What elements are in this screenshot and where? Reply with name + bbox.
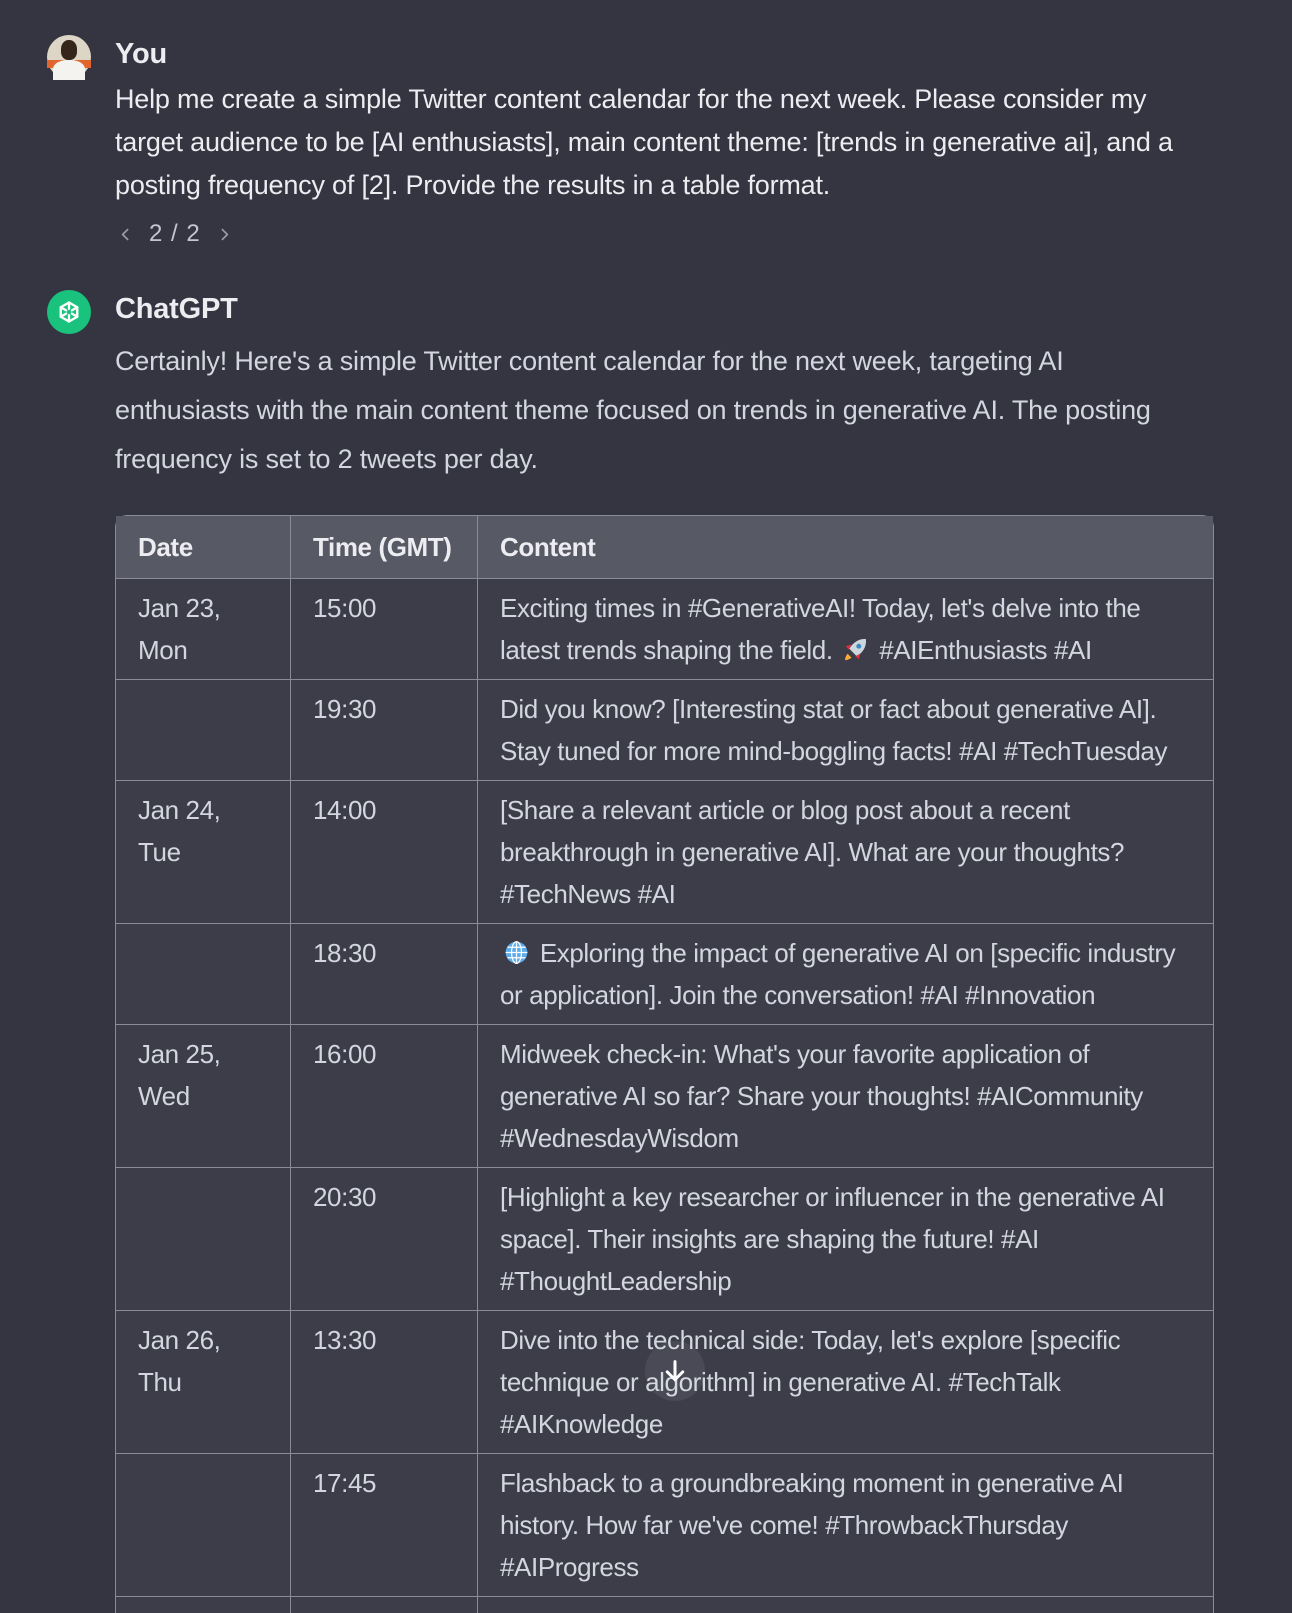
scroll-to-bottom-button[interactable] — [645, 1341, 705, 1401]
assistant-intro-text: Certainly! Here's a simple Twitter content calendar for the next week, targeting AI enthusiasts with the main content theme focused on trends in generative AI. The posting frequency is set to 2 tweets per day. — [115, 346, 1151, 474]
cell-time: 19:30 — [291, 680, 478, 781]
cell-date: Jan 25, Wed — [116, 1025, 291, 1168]
table-row — [116, 1025, 1213, 1168]
avatar-person-head — [61, 40, 78, 59]
pagination-label: 2 / 2 — [149, 220, 201, 247]
cell-date: Jan 26, Thu — [116, 1311, 291, 1454]
cell-content — [478, 1597, 1213, 1613]
chevron-left-icon — [117, 226, 134, 243]
cell-content: Did you know? [Interesting stat or fact about generative AI]. Stay tuned for more mind-boggling facts! #AI #TechTuesday — [478, 680, 1213, 781]
cell-content: [Highlight a key researcher or influencer in the generative AI space]. Their insights are shaping the future! #AI #ThoughtLeadership — [478, 1168, 1213, 1311]
cell-date: Jan 24, Tue — [116, 781, 291, 924]
table-row — [116, 781, 1213, 924]
cell-date — [116, 1454, 291, 1597]
chatgpt-avatar — [47, 290, 91, 334]
cell-time: 20:30 — [291, 1168, 478, 1311]
table-row — [116, 1454, 1213, 1597]
assistant-message — [0, 287, 1292, 1613]
column-header-time: Time (GMT) — [291, 516, 478, 579]
cell-date — [116, 924, 291, 1025]
chevron-right-icon — [216, 226, 233, 243]
content-calendar-table — [115, 515, 1214, 1613]
user-message-text: Help me create a simple Twitter content calendar for the next week. Please consider my target audience to be [AI enthusiasts], main content theme: [trends in generative ai], and a posting frequency of [2]. Provide the results in a table format. — [115, 84, 1173, 200]
user-avatar — [47, 35, 91, 79]
cell-content: [Share a relevant article or blog post about a recent breakthrough in generative AI]. What are your thoughts? #TechNews #AI — [478, 781, 1213, 924]
next-version-button[interactable] — [214, 224, 235, 245]
previous-version-button[interactable] — [115, 224, 136, 245]
cell-content: Exploring the impact of generative AI on [specific industry or application]. Join the conversation! #AI #Innovation — [478, 924, 1213, 1025]
cell-content: Flashback to a groundbreaking moment in generative AI history. How far we've come! #ThrowbackThursday #AIProgress — [478, 1454, 1213, 1597]
openai-logo-icon — [54, 297, 84, 327]
table-row — [116, 579, 1213, 680]
table-row — [116, 1597, 1213, 1613]
cell-content: Midweek check-in: What's your favorite application of generative AI so far? Share your thoughts! #AICommunity #WednesdayWisdom — [478, 1025, 1213, 1168]
table-row — [116, 1168, 1213, 1311]
cell-content: Dive into the technical side: Today, let's explore [specific technique or algorithm] in generative AI. #TechTalk #AIKnowledge — [478, 1311, 1213, 1454]
cell-time: 17:45 — [291, 1454, 478, 1597]
cell-date: Jan 23, Mon — [116, 579, 291, 680]
cell-time: 14:00 — [291, 781, 478, 924]
assistant-name: ChatGPT — [115, 293, 238, 325]
column-header-date: Date — [116, 516, 291, 579]
message-version-pagination — [115, 217, 1215, 251]
cell-time: 16:00 — [291, 1025, 478, 1168]
cell-date — [116, 1168, 291, 1311]
table-row — [116, 924, 1213, 1025]
table-body — [116, 579, 1213, 1613]
cell-content: Exciting times in #GenerativeAI! Today, let's delve into the latest trends shaping the field. #AIEnthusiasts #AI — [478, 579, 1213, 680]
cell-date — [116, 680, 291, 781]
cell-time: 13:30 — [291, 1311, 478, 1454]
table-header-row — [116, 516, 1213, 579]
table-row — [116, 680, 1213, 781]
user-name: You — [115, 38, 168, 70]
globe-emoji-icon — [503, 939, 530, 966]
column-header-content: Content — [478, 516, 1213, 579]
arrow-down-icon — [660, 1356, 690, 1386]
cell-date — [116, 1597, 291, 1613]
avatar-person-shirt — [53, 60, 85, 80]
cell-time: 15:00 — [291, 579, 478, 680]
user-message — [0, 0, 1292, 251]
rocket-emoji-icon — [842, 636, 869, 663]
cell-time — [291, 1597, 478, 1613]
cell-time: 18:30 — [291, 924, 478, 1025]
